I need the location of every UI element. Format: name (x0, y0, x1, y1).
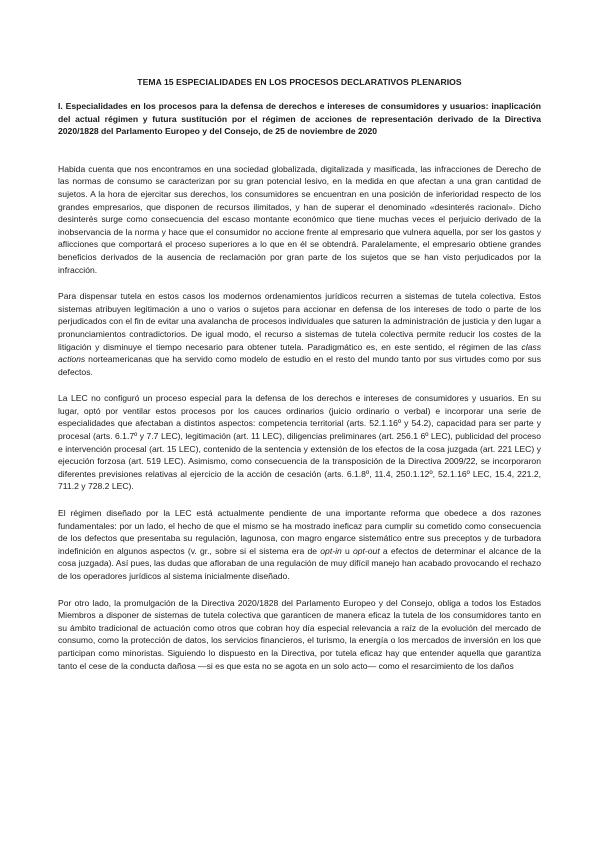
paragraph-3: La LEC no configuró un proceso especial para la defensa de los derechos e intereses de consumidores y usuarios. En su lugar, optó por ventilar estos procesos por los cauces ordinarios (juicio ordinario o verbal) e incorporar una serie de especialidades que afectaban a distintos aspectos: competencia territorial (arts. 52.1.16º y 54.2), capacidad para ser parte y procesal (arts. 6.1.7º y 7.7 LEC), legitimación (art. 11 LEC), diligencias preliminares (art. 256.1 6º LEC), publicidad del proceso e intervención procesal (art. 15 LEC), contenido de la sentencia y extensión de los efectos de la cosa juzgada (art. 221 LEC) y ejecución forzosa (art. 519 LEC). Asimismo, como consecuencia de la transposición de la Directiva 2009/22, se incorporaron diferentes previsiones relativas al ejercicio de la acción de cesación (arts. 6.1.8º, 11.4, 250.1.12º, 52.1.16º LEC, 15.4, 221.2, 711.2 y 728.2 LEC). (58, 393, 541, 492)
paragraph-4-text-c: a efectos de determinar el alcance de la cosa juzgada). Así pues, las dudas que afloraban de una regulación de muy difícil manejo han acabado provocando el rechazo de los operadores jurídicos al sistema inicialmente diseñado. (58, 545, 542, 581)
paragraph-1: Habida cuenta que nos encontramos en una sociedad globalizada, digitalizada y masificada, las infracciones de Derecho de las normas de consumo se caracterizan por su gran potencial lesivo, en la medida en que afectan a una gran cantidad de sujetos. A la hora de ejercitar sus derechos, los consumidores se encuentran en una posición de inferioridad respecto de los grandes empresarios, que disponen de recursos ilimitados, y han de superar el denominado «desinterés racional». Dicho desinterés surge como consecuencia del escaso montante económico que tiene muchas veces el perjuicio derivado de la inobservancia de la norma y hace que el consumidor no accione frente al empresario que vulnera aquella, por ser los gastos y aflicciones que comportará el proceso superiores a lo que en él se obtendrá. Paralelamente, el empresario obtiene grandes beneficios derivados de la ausencia de reclamación por gran parte de los sujetos que se han visto perjudicados por la infracción. (58, 163, 541, 275)
document-title: TEMA 15 ESPECIALIDADES EN LOS PROCESOS DECLARATIVOS PLENARIOS (137, 77, 462, 87)
section-heading: I. Especialidades en los procesos para la defensa de derechos e intereses de consumidores y usuarios: inaplicación del actual régimen y futura sustitución por el régimen de acciones de representación derivado de la Directiva 2020/1828 del Parlamento Europeo y del Consejo, de 25 de noviembre de 2020 (58, 101, 541, 137)
paragraph-5: Por otro lado, la promulgación de la Directiva 2020/1828 del Parlamento Europeo y del Consejo, obliga a todos los Estados Miembros a disponer de sistemas de tutela colectiva que garanticen de manera eficaz la tutela de los consumidores tanto en su ámbito tradicional de actuación como otros que cobran hoy día especial relevancia a raíz de la evolución del mercado de consumo, como la protección de datos, los servicios financieros, el turismo, la energía o los mercados de inversión en los que participan como minoristas. Siguiendo lo dispuesto en la Directiva, por tutela eficaz hay que entender aquella que garantiza tanto el cese de la conducta dañosa —si es que esta no se agota en un solo acto— como el resarcimiento de los daños (58, 597, 541, 671)
paragraph-2-italic-term: class actions (58, 341, 541, 365)
paragraph-4-italic-term-2: opt-out (352, 545, 380, 556)
paragraph-4-italic-term-1: opt-in (320, 545, 342, 556)
paragraph-4-text-b: u (341, 545, 353, 556)
paragraph-2-text-b: norteamericanas que ha servido como modelo de estudio en el resto del mundo tanto por sus virtudes como por sus defectos. (58, 354, 541, 377)
paragraph-2 (58, 290, 541, 378)
paragraph-2-text-a: Para dispensar tutela en estos casos los modernos ordenamientos jurídicos recurren a sistemas de tutela colectiva. Estos sistemas atribuyen legitimación a uno o varios o sujetos para accionar en defensa de los intereses de todo o parte de los perjudicados con el fin de evitar una avalancha de procesos individuales que saturen la administración de justicia y den lugar a pronunciamientos contradictorios. De igual modo, el recurso a sistemas de tutela colectiva permite reducir los costes de la litigación y disminuye el tiempo necesario para obtener tutela. Paradigmático es, en este sentido, el régimen de las (58, 291, 541, 352)
paragraph-4 (58, 507, 541, 583)
paragraph-4-text-a: El régimen diseñado por la LEC está actualmente pendiente de una importante reforma que obedece a dos razones fundamentales: por un lado, el hecho de que el mismo se ha mostrado ineficaz para cumplir su cometido como consecuencia de los defectos que presentaba su regulación, lagunosa, con magro engarce sistemático entre sus preceptos y de turbadora indefinición en algunos aspectos (v. gr., sobre si el sistema era de (58, 508, 541, 556)
